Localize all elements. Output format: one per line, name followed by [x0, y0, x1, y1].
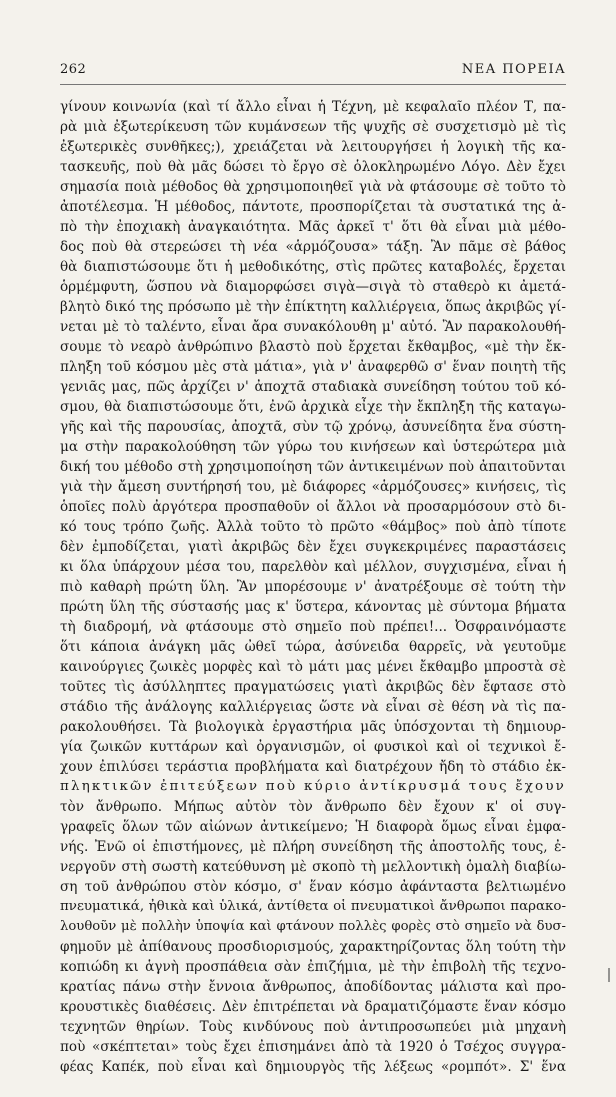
- text-line: σουμε τὸ νεαρὸ ἀνθρώπινο βλαστὸ ποὺ ἔρχεται ἔκθαμβος, «μὲ τὴν ἔκ-: [60, 339, 566, 355]
- text-line: στάδιο τῆς ἀνάλογης καλλιέργειας ὥστε νὰ εἶναι σὲ θέση νὰ τὶς πα-: [60, 699, 566, 715]
- text-line: μα στὴν παρακολούθηση τῶν γύρω του κινήσεων καὶ ὑστερώτερα μιὰ: [60, 439, 566, 455]
- text-line: νεργοῦν στὴ σωστὴ κατεύθυνση μὲ σκοπὸ τὴ μελλοντικὴ ὁμαλὴ διαβίω-: [60, 859, 566, 875]
- text-line: κό τους τρόπο ζωῆς. Ἀλλὰ τοῦτο τὸ πρῶτο «θάμβος» ποὺ ἀπὸ τίποτε: [60, 519, 566, 535]
- text-line: φέας Καπέκ, ποὺ εἶναι καὶ δημιουργὸς τῆς λέξεως «ρομπότ». Σ' ἕνα: [60, 1059, 566, 1075]
- text-line: τοῦτες τὶς ἀσύλληπτες πραγματώσεις γιατὶ ἀκριβῶς δὲν ἔφτασε στὸ: [60, 679, 566, 695]
- text-line: πὸ τὴν ἐποχιακὴ ἀναγκαιότητα. Μᾶς ἀρκεῖ τ' ὅτι θὰ εἶναι μιὰ μέθο-: [60, 219, 566, 235]
- text-line: σμου, θὰ διαπιστώσουμε ὅτι, ἐνῶ ἀρχικὰ εἶχε τὴν ἔκπληξη τῆς καταγω-: [60, 399, 566, 415]
- text-line: πνευματικά, ἠθικὰ καὶ ὑλικά, ἀντίθετα οἱ πνευματικοὶ ἄνθρωποι παρακο-: [60, 899, 566, 914]
- text-line: γιὰ τὴν ἄμεση συντήρησή του, μὲ διάφορες «ἁρμόζουσες» κινήσεις, τὶς: [60, 479, 566, 495]
- text-line: ὁποῖες πολὺ ἀργότερα προσπαθοῦν οἱ ἄλλοι νὰ προσαρμόσουν στὸ δι-: [60, 499, 566, 515]
- text-line: κρατίας πάνω στὴν ἔννοια ἄνθρωπος, ἀποδίδοντας μάλιστα καὶ προ-: [60, 979, 566, 995]
- text-line: τὸν ἄνθρωπο. Μήπως αὐτὸν τὸν ἄνθρωπο δὲν ἔχουν κ' οἱ συγ-: [60, 799, 566, 815]
- text-line: καινούργιες ζωικὲς μορφὲς καὶ τὸ μάτι μας μένει ἔκθαμβο μπροστὰ σὲ: [60, 659, 566, 675]
- text-line: τεχνητῶν θηρίων. Τοὺς κινδύνους ποὺ ἀντιπροσωπεύει μιὰ μηχανὴ: [60, 1019, 566, 1035]
- text-line: κρουστικὲς διαθέσεις. Δὲν ἐπιτρέπεται νὰ δραματιζόμαστε ἕναν κόσμο: [60, 999, 566, 1015]
- text-line-letterspaced: πληκτικῶν ἐπιτεύξεων ποὺ κύριο ἀντίκρυσμά τους ἔχουν: [60, 779, 566, 794]
- text-line: πρώτη ὕλη τῆς σύστασής μας κ' ὕστερα, κάνοντας μὲ σύντομα βήματα: [60, 599, 566, 615]
- running-title: ΝΕΑ ΠΟΡΕΙΑ: [461, 62, 566, 77]
- text-line: ποὺ «σκέπτεται» τοὺς ἔχει ἐπισημάνει ἀπὸ τὰ 1920 ὁ Τσέχος συγγρα-: [60, 1039, 566, 1055]
- text-line: νής. Ἐνῶ οἱ ἐπιστήμονες, μὲ πλήρη συνείδηση τῆς ἀποστολῆς τους, ἐ-: [60, 839, 566, 855]
- text-line: ὅτι κάποια ἀνάγκη μᾶς ὠθεῖ τώρα, ἀσύνειδα θαρρεῖς, νὰ γευτοῦμε: [60, 639, 566, 655]
- page-header: [60, 62, 566, 84]
- text-line: γῆς καὶ τῆς παρουσίας, ἀποχτᾶ, σὺν τῷ χρόνῳ, ἀσυνείδητα ἕνα σύστη-: [60, 419, 566, 435]
- text-line: γραφεῖς ὅλων τῶν αἰώνων ἀντικείμενο; Ἡ διαφορὰ ὅμως εἶναι ἐμφα-: [60, 819, 566, 835]
- text-line: φημοῦν μὲ ἀπίθανους προσδιορισμούς, χαρακτηρίζοντας ὅλη τούτη τὴν: [60, 939, 566, 955]
- text-line: νεται μὲ τὸ ταλέντο, εἶναι ἄρα συνακόλουθη μ' αὐτό. Ἂν παρακολουθή-: [60, 319, 566, 335]
- text-line: γία ζωικῶν κυττάρων καὶ ὀργανισμῶν, οἱ φυσικοὶ καὶ οἱ τεχνικοὶ ἔ-: [60, 739, 566, 755]
- page-number: 262: [60, 62, 87, 77]
- text-line: τὴ διαδρομή, νὰ φτάσουμε στὸ σημεῖο ποὺ πρέπει!... Ὀσφραινόμαστε: [60, 619, 566, 635]
- text-line: λουθοῦν μὲ πολλὴν ὑποψία καὶ φτάνουν πολλὲς φορὲς στὸ σημεῖο νὰ δυσ-: [60, 919, 566, 934]
- text-line: ρὰ μιὰ ἐξωτερίκευση τῶν κυμάνσεων τῆς ψυχῆς σὲ συσχετισμὸ μὲ τὶς: [60, 119, 566, 135]
- text-line: πληξη τοῦ κόσμου μὲς στὰ μάτια», γιὰ ν' ἀναφερθῶ σ' ἕναν ποιητὴ τῆς: [60, 359, 566, 375]
- scan-mark: [608, 968, 610, 982]
- text-line: χουν ἐπιλύσει τεράστια προβλήματα καὶ διατρέχουν ἤδη τὸ στάδιο ἐκ-: [60, 759, 566, 775]
- text-line: σημασία ποιὰ μέθοδος θὰ χρησιμοποιηθεῖ γιὰ νὰ φτάσουμε σὲ τοῦτο τὸ: [60, 179, 566, 195]
- text-line: θὰ διαπιστώσουμε ὅτι ἡ μεθοδικότης, στὶς πρῶτες καταβολές, ἔρχεται: [60, 259, 566, 275]
- text-line: ἐξωτερικὲς συνθῆκες;), χρειάζεται νὰ λειτουργήσει ἡ λογικὴ τῆς κα-: [60, 139, 566, 155]
- text-line: βλητὸ δικό της πρόσωπο μὲ τὴν ἐπίκτητη καλλιέργεια, ὅπως ἀκριβῶς γί-: [60, 299, 566, 315]
- text-line: δική του μέθοδο στὴ χρησιμοποίηση τῶν ἀντικειμένων ποὺ ἀπαιτοῦνται: [60, 459, 566, 475]
- text-line: κοπιώδη κι ἁγνὴ προσπάθεια σὰν ἐπιζήμια, μὲ τὴν ἐπιβολὴ τῆς τεχνο-: [60, 959, 566, 975]
- text-line: γενιᾶς μας, πῶς ἀρχίζει ν' ἀποχτᾶ σταδιακὰ συνείδηση τούτου τοῦ κό-: [60, 379, 566, 395]
- text-line: δὲν ἐμποδίζεται, γιατὶ ἀκριβῶς δὲν ἔχει συγκεκριμένες παραστάσεις: [60, 539, 566, 555]
- text-line: ἀποτέλεσμα. Ἡ μέθοδος, πάντοτε, προσπορίζεται τὰ συστατικά της ἀ-: [60, 199, 566, 215]
- text-line: πιὸ καθαρὴ πρώτη ὕλη. Ἂν μπορέσουμε ν' ἀνατρέξουμε σὲ τούτη τὴν: [60, 579, 566, 595]
- body-text: [60, 97, 566, 1097]
- text-line: ση τοῦ ἀνθρώπου στὸν κόσμο, σ' ἕναν κόσμο ἀφάνταστα βελτιωμένο: [60, 879, 566, 895]
- text-line: [60, 1077, 566, 1097]
- text-line: γίνουν κοινωνία (καὶ τί ἄλλο εἶναι ἡ Τέχνη, μὲ κεφαλαῖο πλέον Τ, πα-: [60, 99, 566, 115]
- text-line: ὁρμέμφυτη, ὥσπου νὰ διαμορφώσει σιγὰ—σιγὰ τὸ σταθερὸ κι ἀμετά-: [60, 279, 566, 295]
- text-line: τασκευῆς, ποὺ θὰ μᾶς δώσει τὸ ἔργο σὲ ὁλοκληρωμένο Λόγο. Δὲν ἔχει: [60, 159, 566, 175]
- text-line: δος ποὺ θὰ στερεώσει τὴ νέα «ἁρμόζουσα» τάξη. Ἂν πᾶμε σὲ βάθος: [60, 239, 566, 255]
- text-line: ρακολουθήσει. Τὰ βιολογικὰ ἐργαστήρια μᾶς ὑπόσχονται τὴ δημιουρ-: [60, 719, 566, 735]
- header-rule: [60, 84, 566, 85]
- text-line: κι ὅλα ὑπάρχουν μέσα του, παρελθὸν καὶ μέλλον, συγχισμένα, εἶναι ἡ: [60, 559, 566, 575]
